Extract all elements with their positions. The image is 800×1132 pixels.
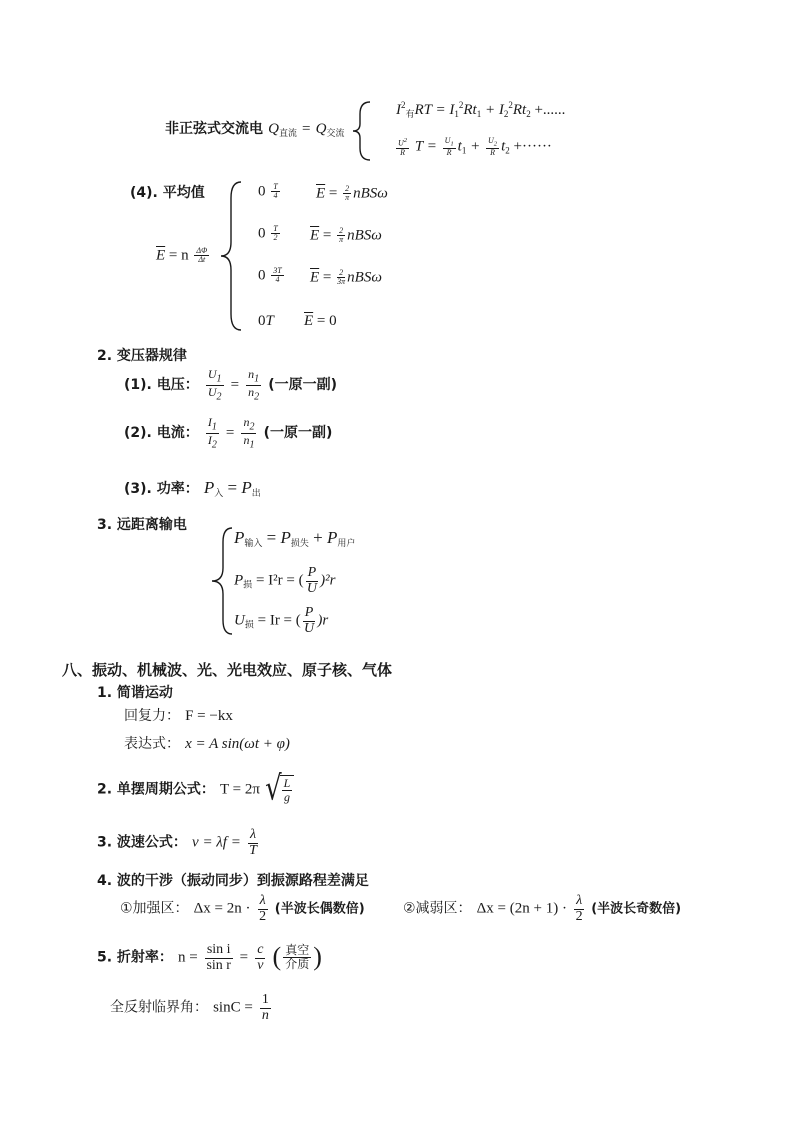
average-case-4-value: $\overline{E} = 0$ bbox=[304, 313, 337, 329]
shm-heading: 1. 简谐运动 bbox=[97, 685, 173, 701]
average-case-2-value: $\overline{E}$ = $\frac{2}{\pi}$ nBSω bbox=[310, 226, 382, 245]
average-case-1-value: $\overline{E}$ = $\frac{2}{\pi}$ nBSω bbox=[316, 184, 388, 203]
transmission-heading: 3. 远距离输电 bbox=[97, 517, 187, 533]
transformer-voltage: (1). 电压： $\frac{U_1}{U_2}$ = $\frac{n_1}{n_2}$ (一原一副) bbox=[124, 367, 338, 403]
average-case-4: 0T bbox=[258, 313, 274, 329]
q-direct: $Q_{直流}$ bbox=[268, 121, 297, 138]
average-heading: (4). 平均值 bbox=[130, 185, 205, 201]
q-ac: $Q_{交流}$ bbox=[315, 121, 345, 138]
wave-speed-row: 3. 波速公式： v = λf = $\frac{\lambda}{T}$ bbox=[97, 827, 257, 858]
shm-expression: 表达式： x = A sin(ωt + φ) bbox=[124, 736, 290, 752]
chapter8-title: 八、振动、机械波、光、光电效应、原子核、气体 bbox=[62, 661, 393, 679]
nonsine-line2: $\frac{U^2}{R}$ T = $\frac{U_1}{R}$ $t_1$ + $\frac{U_2}{R}$ $t_2$ +······ bbox=[398, 136, 552, 158]
critical-angle-row: 全反射临界角： sinC = $\frac{1}{n}$ bbox=[110, 992, 269, 1023]
average-case-3-value: $\overline{E}$ = $\frac{2}{3\pi}$ nBSω bbox=[310, 268, 382, 287]
refraction-row: 5. 折射率： n = $\frac{\text{sin i}}{\text{sin r}}$ = $\frac{c}{v}$ ( $\frac{\text{真空}}{\text{介质}}$ ) bbox=[97, 941, 322, 973]
transformer-power: (3). 功率： $P_入 = P_出$ bbox=[124, 478, 261, 498]
nonsine-label: 非正弦式交流电 bbox=[165, 121, 263, 137]
average-brace bbox=[219, 180, 243, 332]
shm-restoring: 回复力： F = −kx bbox=[124, 708, 233, 724]
interference-enhance: ①加强区： Δx = 2n · $\frac{\lambda}{2}$ (半波长偶数倍) bbox=[120, 893, 365, 924]
average-case-1: 0 $\frac{T}{4}$ bbox=[258, 182, 278, 201]
pendulum-row: 2. 单摆周期公式： T = 2π √ $\frac{L}{g}$ bbox=[97, 774, 294, 804]
transmission-line1: $P_{输入} = P_{损失} + P_{用户}$ bbox=[234, 528, 356, 548]
nonsine-brace bbox=[352, 100, 372, 162]
transmission-line2: $P_损 = I^2r$ = ( $\frac{P}{U}$ )²r bbox=[234, 565, 336, 596]
interference-weaken: ②减弱区： Δx = (2n + 1) · $\frac{\lambda}{2}$ (半波长奇数倍) bbox=[403, 893, 682, 924]
transformer-current: (2). 电流： $\frac{I_1}{I_2}$ = $\frac{n_2}{n_1}$ (一原一副) bbox=[124, 415, 333, 451]
average-case-2: 0 $\frac{T}{2}$ bbox=[258, 224, 278, 243]
transmission-brace bbox=[210, 526, 234, 636]
nonsine-line1: $I^2_有RT = I_1^2Rt_1 + I_2^2Rt_2$ +...... bbox=[396, 100, 566, 119]
interference-heading: 4. 波的干涉（振动同步）到振源路程差满足 bbox=[97, 873, 369, 889]
average-lhs: $\overline{E} = n$ $\frac{\Delta\Phi}{\Delta t}$ bbox=[156, 246, 208, 265]
transformer-heading: 2. 变压器规律 bbox=[97, 348, 187, 364]
average-case-3: 0 $\frac{3T}{4}$ bbox=[258, 266, 282, 285]
nonsine-row: 非正弦式交流电 $Q_{直流} = Q_{交流}$ bbox=[165, 121, 345, 138]
transmission-line3: $U_损 = Ir$ = ( $\frac{P}{U}$ )r bbox=[234, 605, 329, 636]
